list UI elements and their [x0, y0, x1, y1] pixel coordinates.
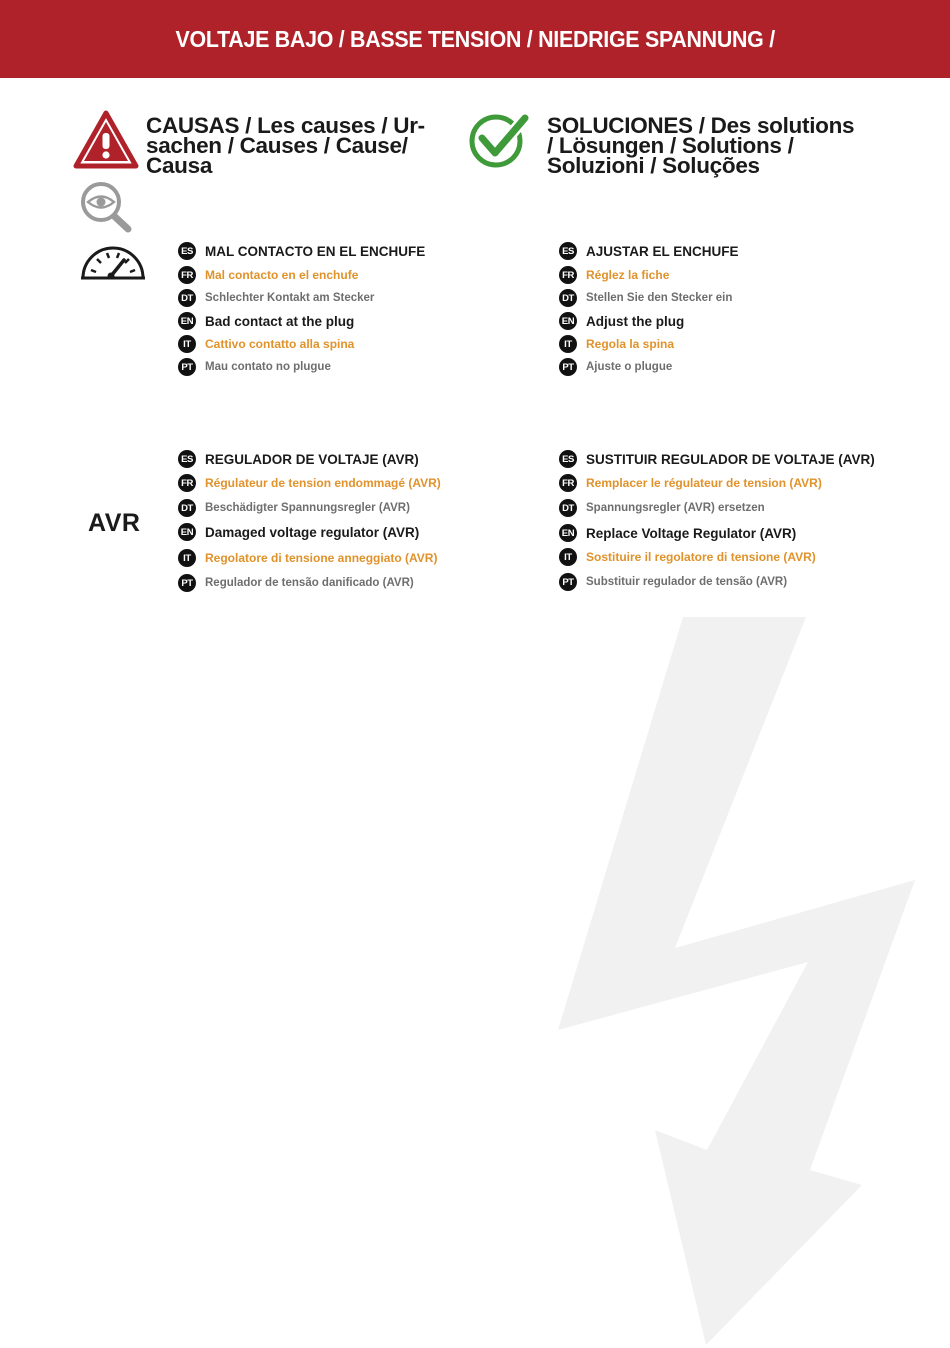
solution-text: Spannungsregler (AVR) ersetzen — [586, 502, 765, 514]
list-item — [559, 335, 674, 353]
cause-text: Mal contacto en el enchufe — [205, 268, 359, 282]
solution-text: Sostituire il regolatore di tensione (AVR) — [586, 550, 816, 564]
magnifier-eye-icon — [78, 180, 134, 234]
lang-badge: IT — [178, 335, 196, 353]
warning-triangle-icon — [73, 110, 139, 170]
lang-badge: DT — [178, 289, 196, 307]
avr-label: AVR — [88, 509, 141, 537]
cause-text: Bad contact at the plug — [205, 313, 355, 329]
lang-badge: PT — [559, 358, 577, 376]
cause-text: Damaged voltage regulator (AVR) — [205, 524, 420, 540]
causes-title-line-2: sachen / Causes / Cause/ — [146, 133, 408, 158]
list-item — [559, 289, 732, 307]
list-item — [559, 548, 816, 566]
list-item — [178, 358, 331, 376]
solution-text: Réglez la fiche — [586, 268, 670, 282]
lang-badge: DT — [559, 499, 577, 517]
list-item — [559, 358, 672, 376]
cause-text: Schlechter Kontakt am Stecker — [205, 292, 375, 304]
banner-title: VOLTAJE BAJO / BASSE TENSION / NIEDRIGE SPANNUNG / — [175, 25, 775, 52]
cause-text: Regulador de tensão danificado (AVR) — [205, 577, 414, 589]
cause-text: REGULADOR DE VOLTAJE (AVR) — [205, 451, 419, 467]
solutions-title — [547, 113, 867, 178]
lang-badge: ES — [178, 242, 196, 260]
lang-badge: IT — [559, 335, 577, 353]
lang-badge: DT — [178, 499, 196, 517]
solution-text: SUSTITUIR REGULADOR DE VOLTAJE (AVR) — [586, 451, 875, 467]
list-item — [178, 474, 441, 492]
solutions-title-line-1: SOLUCIONES / Des solutions — [547, 113, 855, 138]
list-item — [559, 242, 739, 260]
list-item — [559, 499, 765, 517]
list-item — [178, 523, 419, 541]
lang-badge: EN — [559, 312, 577, 330]
list-item — [559, 266, 669, 284]
causes-title-line-3: Causa — [146, 153, 213, 178]
lang-badge: EN — [559, 524, 577, 542]
lang-badge: EN — [178, 312, 196, 330]
header-banner — [0, 0, 950, 78]
lang-badge: PT — [559, 573, 577, 591]
lang-badge: IT — [559, 548, 577, 566]
solution-text: Regola la spina — [586, 337, 675, 351]
voltage-gauge-icon — [79, 244, 147, 282]
list-item — [178, 335, 354, 353]
list-item — [178, 574, 414, 592]
lang-badge: PT — [178, 574, 196, 592]
lang-badge: EN — [178, 523, 196, 541]
lang-badge: ES — [559, 450, 577, 468]
cause-text: Mau contato no plugue — [205, 361, 331, 373]
lang-badge: FR — [559, 474, 577, 492]
solution-text: Replace Voltage Regulator (AVR) — [586, 525, 797, 541]
list-item — [178, 289, 374, 307]
cause-text: Régulateur de tension endommagé (AVR) — [205, 476, 441, 490]
cause-text: MAL CONTACTO EN EL ENCHUFE — [205, 243, 426, 259]
lang-badge: FR — [178, 474, 196, 492]
solution-text: Stellen Sie den Stecker ein — [586, 292, 733, 304]
cause-text: Cattivo contatto alla spina — [205, 337, 355, 351]
list-item — [178, 266, 358, 284]
check-circle-icon — [467, 110, 531, 170]
lang-badge: IT — [178, 549, 196, 567]
solution-text: Ajuste o plugue — [586, 361, 673, 373]
causes-title — [146, 113, 446, 178]
list-item — [178, 450, 419, 468]
solutions-title-line-2: / Lösungen / Solutions / — [547, 133, 794, 158]
lang-badge: ES — [178, 450, 196, 468]
list-item — [178, 312, 354, 330]
solution-text: AJUSTAR EL ENCHUFE — [586, 243, 739, 259]
list-item — [559, 474, 822, 492]
lang-badge: DT — [559, 289, 577, 307]
list-item — [559, 524, 796, 542]
list-item — [559, 450, 875, 468]
lang-badge: PT — [178, 358, 196, 376]
solution-text: Substituir regulador de tensão (AVR) — [586, 576, 788, 588]
cause-text: Beschädigter Spannungsregler (AVR) — [205, 502, 410, 514]
list-item — [178, 549, 437, 567]
list-item — [178, 242, 425, 260]
causes-title-line-1: CAUSAS / Les causes / Ur- — [146, 113, 425, 138]
cause-text: Regolatore di tensione anneggiato (AVR) — [205, 551, 438, 565]
solutions-title-line-3: Soluzioni / Soluções — [547, 153, 760, 178]
solution-text: Remplacer le régulateur de tension (AVR) — [586, 476, 822, 490]
lang-badge: ES — [559, 242, 577, 260]
solution-text: Adjust the plug — [586, 313, 685, 329]
list-item — [559, 312, 684, 330]
list-item — [559, 573, 787, 591]
list-item — [178, 499, 410, 517]
lang-badge: FR — [178, 266, 196, 284]
lang-badge: FR — [559, 266, 577, 284]
